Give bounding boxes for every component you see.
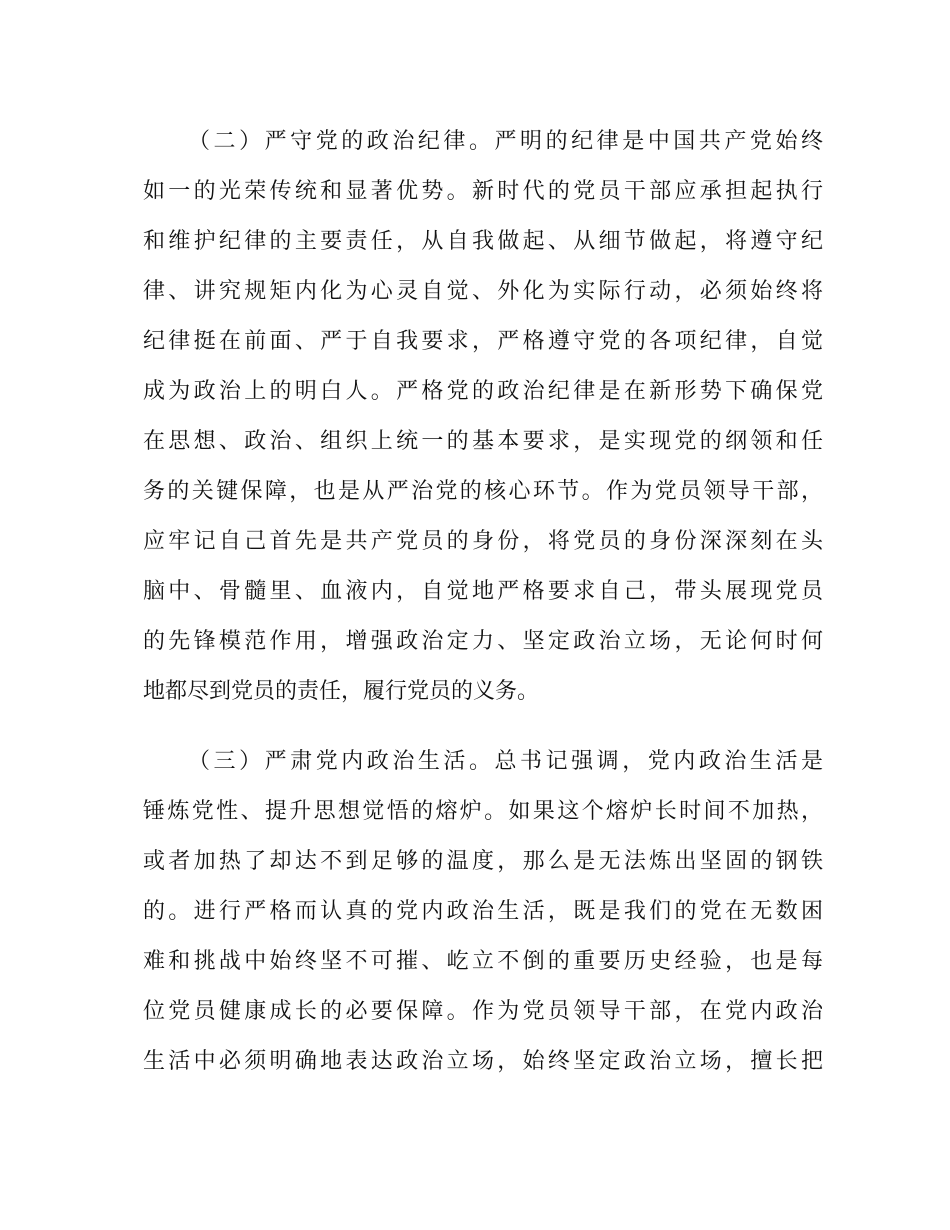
text-line: （二）严守党的政治纪律。严明的纪律是中国共产党始终 bbox=[188, 129, 823, 154]
text-line: 和维护纪律的主要责任，从自我做起、从细节做起，将遵守纪 bbox=[143, 229, 823, 254]
text-line: 的先锋模范作用，增强政治定力、坚定政治立场，无论何时何 bbox=[143, 629, 823, 654]
text-line: 生活中必须明确地表达政治立场，始终坚定政治立场，擅长把 bbox=[143, 1049, 823, 1074]
text-line: 地都尽到党员的责任，履行党员的义务。 bbox=[143, 679, 540, 704]
text-line: 纪律挺在前面、严于自我要求，严格遵守党的各项纪律，自觉 bbox=[143, 329, 823, 354]
text-line: 应牢记自己首先是共产党员的身份，将党员的身份深深刻在头 bbox=[143, 529, 823, 554]
text-line: 难和挑战中始终坚不可摧、屹立不倒的重要历史经验，也是每 bbox=[143, 949, 823, 974]
text-line: 或者加热了却达不到足够的温度，那么是无法炼出坚固的钢铁 bbox=[143, 849, 823, 874]
text-line: 脑中、骨髓里、血液内，自觉地严格要求自己，带头展现党员 bbox=[143, 579, 823, 604]
text-line: 的。进行严格而认真的党内政治生活，既是我们的党在无数困 bbox=[143, 899, 823, 924]
text-line: 务的关键保障，也是从严治党的核心环节。作为党员领导干部， bbox=[143, 479, 823, 504]
text-line: 位党员健康成长的必要保障。作为党员领导干部，在党内政治 bbox=[143, 999, 823, 1024]
text-line: （三）严肃党内政治生活。总书记强调，党内政治生活是 bbox=[188, 749, 823, 774]
text-line: 如一的光荣传统和显著优势。新时代的党员干部应承担起执行 bbox=[143, 179, 823, 204]
text-line: 律、讲究规矩内化为心灵自觉、外化为实际行动，必须始终将 bbox=[143, 279, 823, 304]
text-line: 成为政治上的明白人。严格党的政治纪律是在新形势下确保党 bbox=[143, 379, 823, 404]
text-line: 在思想、政治、组织上统一的基本要求，是实现党的纲领和任 bbox=[143, 429, 823, 454]
text-line: 锤炼党性、提升思想觉悟的熔炉。如果这个熔炉长时间不加热， bbox=[143, 799, 823, 824]
